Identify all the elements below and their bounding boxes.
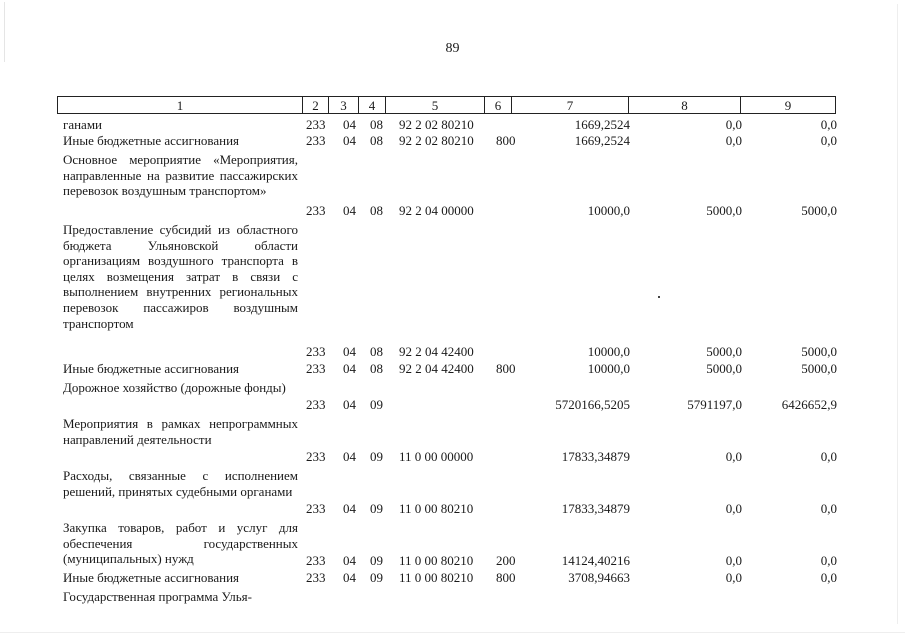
row-name: ганами [63,117,103,132]
page-edge [0,632,905,633]
row-c4: 09 [370,501,383,516]
column-header-table [57,96,836,114]
row-c4: 08 [370,117,383,132]
row-name: Государственная программа Улья- [63,589,252,604]
row-c3: 04 [343,203,356,218]
row-c6: 200 [496,553,516,568]
row-c4: 09 [370,553,383,568]
row-c6: 800 [496,361,516,376]
row-c9: 5000,0 [801,203,837,218]
row-c3: 04 [343,397,356,412]
row-c3: 04 [343,117,356,132]
row-c4: 09 [370,397,383,412]
row-c8: 0,0 [725,133,742,148]
row-name: Основное мероприятие «Мероприятия, направленные на развитие пассажирских перевозок воздушным транспортом» [63,152,298,199]
row-c4: 08 [370,361,383,376]
row-name: Иные бюджетные ассигнования [63,570,240,585]
row-c4: 09 [370,449,383,464]
row-name: Иные бюджетные ассигнования [63,133,240,148]
header-col-9: 9 [741,97,836,114]
row-c8: 0,0 [725,117,742,132]
row-c2: 233 [306,133,326,148]
row-c3: 04 [343,344,356,359]
header-col-5: 5 [386,97,485,114]
row-name: Иные бюджетные ассигнования [63,361,240,376]
row-c5: 11 0 00 00000 [399,449,474,464]
row-c7: 10000,0 [587,361,630,376]
row-c3: 04 [343,449,356,464]
row-c2: 233 [306,344,326,359]
row-c6: 800 [496,133,516,148]
row-c5: 11 0 00 80210 [399,570,474,585]
row-c2: 233 [306,397,326,412]
row-c7: 17833,34879 [561,501,630,516]
header-col-3: 3 [329,97,359,114]
header-col-1: 1 [58,97,303,114]
row-c7: 10000,0 [587,344,630,359]
row-c3: 04 [343,553,356,568]
row-c6: 800 [496,570,516,585]
row-c5: 11 0 00 80210 [399,501,474,516]
row-c5: 92 2 02 80210 [399,117,474,132]
row-c8: 0,0 [725,501,742,516]
row-c9: 0,0 [820,570,837,585]
row-c4: 09 [370,570,383,585]
row-c2: 233 [306,553,326,568]
page-edge [897,4,898,624]
scan-speck [658,296,660,298]
row-c9: 0,0 [820,553,837,568]
row-c7: 10000,0 [587,203,630,218]
row-c7: 5720166,5205 [555,397,630,412]
row-name: Закупка товаров, работ и услуг для обеспечения государственных (муниципальных) нужд [63,520,298,567]
page-edge [4,2,5,62]
row-c2: 233 [306,203,326,218]
row-c7: 17833,34879 [561,449,630,464]
row-c5: 92 2 04 42400 [399,344,474,359]
row-c9: 0,0 [820,449,837,464]
row-c5: 92 2 04 00000 [399,203,474,218]
row-c2: 233 [306,449,326,464]
page-number: 89 [445,41,460,56]
row-c8: 5000,0 [706,344,742,359]
row-c2: 233 [306,570,326,585]
header-col-4: 4 [359,97,386,114]
row-c3: 04 [343,570,356,585]
row-c8: 0,0 [725,570,742,585]
row-c9: 0,0 [820,501,837,516]
row-c7: 3708,94663 [568,570,630,585]
row-c8: 5000,0 [706,203,742,218]
row-c3: 04 [343,361,356,376]
row-c9: 0,0 [820,117,837,132]
row-c9: 6426652,9 [781,397,837,412]
row-c2: 233 [306,501,326,516]
row-c5: 92 2 04 42400 [399,361,474,376]
row-c9: 0,0 [820,133,837,148]
row-c2: 233 [306,361,326,376]
row-c5: 11 0 00 80210 [399,553,474,568]
row-c3: 04 [343,501,356,516]
row-c4: 08 [370,344,383,359]
row-c5: 92 2 02 80210 [399,133,474,148]
row-c8: 0,0 [725,449,742,464]
row-name: Расходы, связанные с исполнением решений, принятых судебными органами [63,468,298,499]
row-c8: 0,0 [725,553,742,568]
row-c4: 08 [370,203,383,218]
row-c2: 233 [306,117,326,132]
row-c3: 04 [343,133,356,148]
row-c4: 08 [370,133,383,148]
header-col-2: 2 [303,97,329,114]
row-c9: 5000,0 [801,344,837,359]
row-name: Дорожное хозяйство (дорожные фонды) [63,380,286,395]
row-c7: 1669,2524 [574,133,630,148]
header-col-7: 7 [512,97,629,114]
row-c7: 14124,40216 [561,553,630,568]
row-name: Предоставление субсидий из областного бюджета Ульяновской области организациям воздушного транспорта в целях возмещения затрат в связи с выполнением внутренних региональных перевозок пассажиров воздушным транспортом [63,222,298,331]
row-c9: 5000,0 [801,361,837,376]
row-c8: 5000,0 [706,361,742,376]
header-col-8: 8 [629,97,741,114]
header-col-6: 6 [485,97,512,114]
row-c7: 1669,2524 [574,117,630,132]
row-name: Мероприятия в рамках непрограммных направлений деятельности [63,416,298,447]
row-c8: 5791197,0 [687,397,742,412]
